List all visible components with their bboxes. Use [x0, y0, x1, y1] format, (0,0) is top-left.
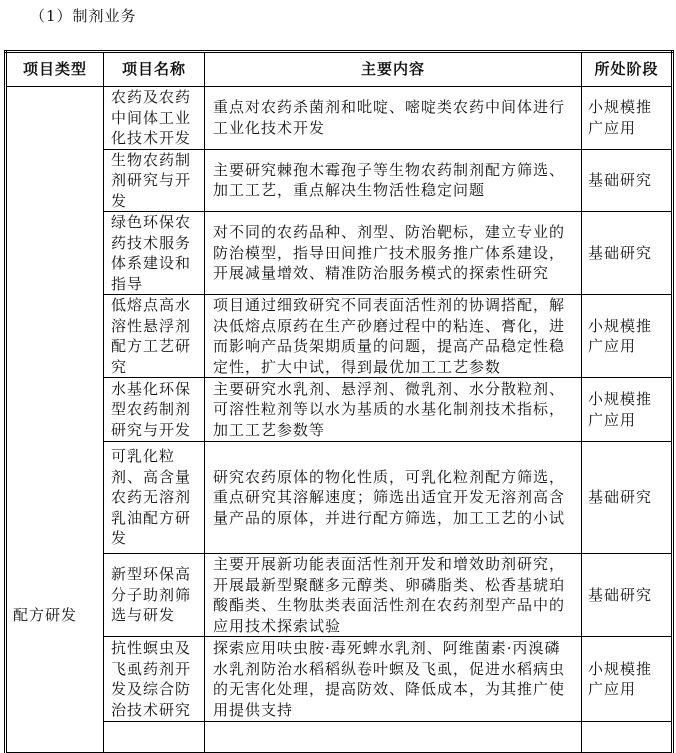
project-name-cell: 新型环保高 分子助剂筛 选与研发 [104, 554, 205, 637]
main-content-cell: 主要开展新功能表面活性剂开发和增效助剂研究， 开展最新型聚醚多元醇类、卵磷脂类、松香基琥珀 酸酯类、生物肽类表面活性剂在农药剂型产品中的 应用技术探索试验 [205, 554, 582, 637]
project-name-cell: 抗性螟虫及 飞虱药剂开 发及综合防 治技术研究 [104, 637, 205, 722]
stage-cell: 小规模推 广应用 [582, 295, 673, 378]
stage-cell: 基础研究 [582, 554, 673, 637]
main-content-cell: 探索应用呋虫胺·毒死蜱水乳剂、阿维菌素·丙溴磷 水乳剂防治水稻稻纵卷叶螟及飞虱，促进水稻病虫 的无害化处理，提高防效、降低成本，为其推广使 用提供支持 [205, 637, 582, 722]
table-row [6, 442, 673, 554]
stage-cell: 小规模推 广应用 [582, 637, 673, 722]
table-row [6, 637, 673, 722]
project-name-cell: 可乳化粒 剂、高含量 农药无溶剂 乳油配方研 发 [104, 442, 205, 554]
stage-cell: 基础研究 [582, 149, 673, 212]
stage-cell: 基础研究 [582, 442, 673, 554]
table-header-row [6, 52, 673, 87]
section-heading: （1）制剂业务 [30, 7, 137, 25]
project-type-cell: 配方研发 [6, 87, 104, 753]
stage-cell: 基础研究 [582, 212, 673, 295]
main-content-cell: 研究农药原体的物化性质，可乳化粒剂配方筛选， 重点研究其溶解速度；筛选出适宜开发无溶剂高含 量产品的原体，并进行配方筛选，加工工艺的小试 [205, 442, 582, 554]
stage-cell: 小规模推 广应用 [582, 378, 673, 442]
empty-cell [205, 722, 582, 753]
project-name-cell: 农药及农药 中间体工业 化技术开发 [104, 87, 205, 150]
project-name-cell: 生物农药制 剂研究与开 发 [104, 149, 205, 212]
main-content-cell: 主要研究水乳剂、悬浮剂、微乳剂、水分散粒剂、 可溶性粒剂等以水为基质的水基化制剂技术指标， 加工工艺参数等 [205, 378, 582, 442]
table-row [6, 212, 673, 295]
project-name-cell: 绿色环保农 药技术服务 体系建设和 指导 [104, 212, 205, 295]
empty-cell [104, 722, 205, 753]
rd-projects-table [4, 50, 674, 753]
project-name-cell: 水基化环保 型农药制剂 研究与开发 [104, 378, 205, 442]
table-row [6, 295, 673, 378]
main-content-cell: 对不同的农药品种、剂型、防治靶标，建立专业的 防治模型，指导田间推广技术服务推广体系建设， 开展减量增效、精准防治服务模式的探索性研究 [205, 212, 582, 295]
table-row-partial [6, 722, 673, 753]
empty-cell [582, 722, 673, 753]
main-content-cell: 项目通过细致研究不同表面活性剂的协调搭配，解 决低熔点原药在生产砂磨过程中的粘连、膏化，进 而影响产品货架期质量的问题，提高产品稳定性稳 定性，扩大中试，得到最优加工工艺参数 [205, 295, 582, 378]
table-row [6, 554, 673, 637]
header-main-content: 主要内容 [205, 52, 582, 87]
header-project-type: 项目类型 [6, 52, 104, 87]
stage-cell: 小规模推 广应用 [582, 87, 673, 150]
table-row [6, 378, 673, 442]
main-content-cell: 重点对农药杀菌剂和吡啶、嘧啶类农药中间体进行 工业化技术开发 [205, 87, 582, 150]
table-row [6, 87, 673, 150]
table-row [6, 149, 673, 212]
header-stage: 所处阶段 [582, 52, 673, 87]
main-content-cell: 主要研究棘孢木霉孢子等生物农药制剂配方筛选、 加工工艺，重点解决生物活性稳定问题 [205, 149, 582, 212]
project-name-cell: 低熔点高水 溶性悬浮剂 配方工艺研 究 [104, 295, 205, 378]
header-project-name: 项目名称 [104, 52, 205, 87]
